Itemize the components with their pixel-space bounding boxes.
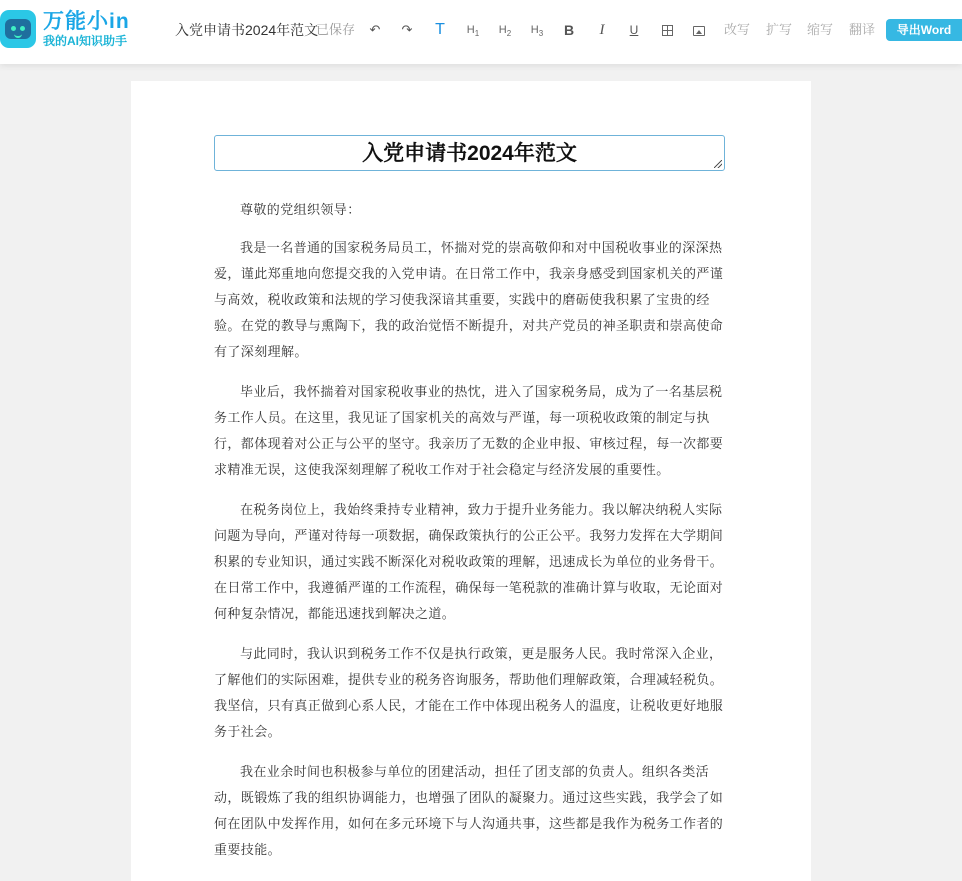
document-body[interactable] bbox=[214, 197, 725, 877]
image-button[interactable] bbox=[690, 18, 708, 42]
document-title[interactable]: 入党申请书2024年范文 bbox=[362, 142, 577, 165]
app-tagline: 我的AI知识助手 bbox=[43, 34, 128, 48]
shorten-button[interactable]: 缩写 bbox=[806, 22, 833, 37]
table-button[interactable] bbox=[658, 18, 676, 42]
resize-handle-icon[interactable] bbox=[714, 160, 722, 168]
app-name: 万能小in bbox=[43, 10, 130, 33]
paragraph[interactable]: 毕业后，我怀揣着对国家税收事业的热忱，进入了国家税务局，成为了一名基层税务工作人员。在这里，我见证了国家机关的高效与严谨，每一项税收政策的制定与执行，都体现着对公正与公平的坚守。我亲历了无数的企业申报、审核过程，每一次都要求精准无误，这使我深刻理解了税收工作对于社会稳定与经济发展的重要性。 bbox=[214, 384, 724, 477]
translate-button[interactable]: 翻译 bbox=[848, 22, 875, 37]
paragraph[interactable]: 与此同时，我认识到税务工作不仅是执行政策，更是服务人民。我时常深入企业，了解他们的实际困难，提供专业的税务咨询服务，帮助他们理解政策，合理减轻税负。我坚信，只有真正做到心系人民，才能在工作中体现出税务人的温度，让税收更好地服务于社会。 bbox=[214, 646, 724, 739]
undo-button[interactable]: ↶ bbox=[369, 22, 381, 37]
paragraph[interactable]: 我在业余时间也积极参与单位的团建活动，担任了团支部的负责人。组织各类活动，既锻炼了我的组织协调能力，也增强了团队的凝聚力。通过这些实践，我学会了如何在团队中发挥作用，如何在多元环境下与人沟通共事，这些都是我作为税务工作者的重要技能。 bbox=[214, 764, 724, 857]
document-page bbox=[131, 81, 811, 881]
paragraph[interactable]: 在税务岗位上，我始终秉持专业精神，致力于提升业务能力。我以解决纳税人实际问题为导向，严谨对待每一项数据，确保政策执行的公正公平。我努力发挥在大学期间积累的专业知识，通过实践不断深化对税收政策的理解，迅速成长为单位的业务骨干。在日常工作中，我遵循严谨的工作流程，确保每一笔税款的准确计算与收取，无论面对何种复杂情况，都能迅速找到解决之道。 bbox=[214, 502, 724, 621]
robot-logo-icon bbox=[0, 10, 36, 48]
save-status: 已保存 bbox=[316, 22, 356, 37]
bold-button[interactable]: B bbox=[563, 22, 575, 38]
top-toolbar bbox=[0, 0, 962, 64]
rewrite-button[interactable]: 改写 bbox=[723, 22, 750, 37]
app-logo[interactable] bbox=[0, 10, 140, 50]
redo-button[interactable]: ↷ bbox=[401, 22, 413, 37]
image-icon bbox=[693, 26, 705, 36]
table-icon bbox=[662, 25, 673, 36]
heading-1-button[interactable]: $H_1$ bbox=[466, 24, 480, 39]
salutation[interactable]: 尊敬的党组织领导： bbox=[240, 202, 361, 217]
export-word-button[interactable]: 导出Word bbox=[886, 19, 962, 41]
document-name[interactable]: 入党申请书2024年范文 bbox=[175, 22, 319, 38]
heading-2-button[interactable]: $H_2$ bbox=[498, 24, 512, 39]
expand-button[interactable]: 扩写 bbox=[765, 22, 792, 37]
text-style-button[interactable]: T bbox=[435, 21, 445, 38]
italic-button[interactable]: I bbox=[599, 22, 605, 38]
paragraph[interactable]: 我是一名普通的国家税务局员工，怀揣对党的崇高敬仰和对中国税收事业的深深热爱，谨此郑重地向您提交我的入党申请。在日常工作中，我亲身感受到国家机关的严谨与高效，税收政策和法规的学习使我深谙其重要，实践中的磨砺使我积累了宝贵的经验。在党的教导与熏陶下，我的政治觉悟不断提升，对共产党员的神圣职责和崇高使命有了深刻理解。 bbox=[214, 240, 724, 359]
underline-button[interactable]: U bbox=[629, 23, 639, 37]
heading-3-button[interactable]: $H_3$ bbox=[530, 24, 544, 39]
document-title-input[interactable] bbox=[214, 135, 725, 171]
